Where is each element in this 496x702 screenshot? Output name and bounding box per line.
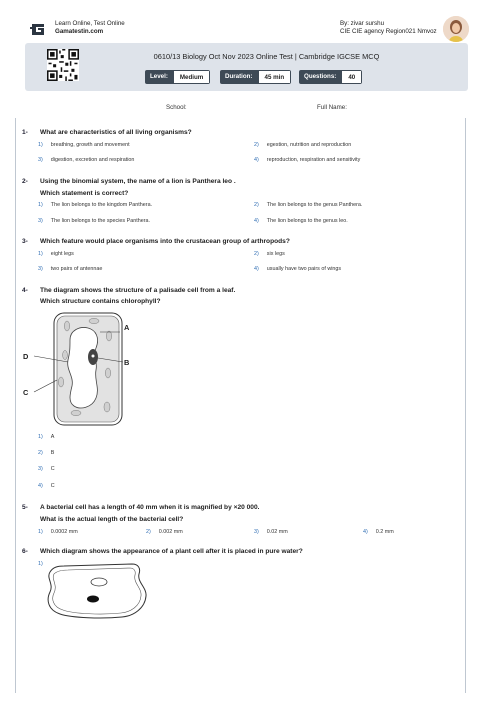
question-number: 2- — [22, 178, 28, 185]
option-1[interactable]: 1) breathing, growth and movement — [38, 142, 130, 148]
level-value: Medium — [173, 70, 210, 84]
question-text: The diagram shows the structure of a palisade cell from a leaf. — [40, 287, 236, 294]
gamatestin-logo-icon — [30, 22, 46, 36]
question-subtext: Which structure contains chlorophyll? — [40, 298, 161, 305]
school-field[interactable]: School: — [166, 104, 187, 111]
option-3[interactable]: 3) digestion, excretion and respiration — [38, 157, 135, 163]
option-3[interactable]: 3) The lion belongs to the species Panthera. — [38, 218, 150, 224]
question-text: What are characteristics of all living organisms? — [40, 129, 192, 136]
page-border-left — [15, 118, 16, 693]
option-4[interactable]: 4) 0.2 mm — [363, 529, 394, 535]
level-label: Level: — [145, 70, 173, 84]
duration-badge — [220, 70, 291, 84]
question-text: Which diagram shows the appearance of a plant cell after it is placed in pure water? — [40, 548, 303, 555]
option-1[interactable]: 1) The lion belongs to the kingdom Panthera. — [38, 202, 153, 208]
option-2[interactable]: 2) B — [38, 450, 55, 456]
diagram-label-c: C — [23, 388, 29, 397]
page-border-right — [465, 118, 466, 693]
option-2[interactable]: 2) six legs — [254, 251, 285, 257]
questions-value: 40 — [341, 70, 362, 84]
palisade-cell-diagram — [20, 310, 140, 430]
author-avatar — [443, 16, 469, 42]
option-2[interactable]: 2) egestion, nutrition and reproduction — [254, 142, 352, 148]
brand-text — [55, 20, 125, 36]
question-text: Which feature would place organisms into the crustacean group of arthropods? — [40, 238, 290, 245]
brand-site: Gamatestin.com — [55, 28, 104, 35]
plant-cell-diagram-option-1 — [42, 562, 152, 620]
option-4[interactable]: 4) usually have two pairs of wings — [254, 266, 342, 272]
question-number: 5- — [22, 504, 28, 511]
diagram-label-d: D — [23, 352, 29, 361]
questions-badge — [299, 70, 362, 84]
author-agency: CIE CIE agency Region021 Nmvoz — [340, 28, 437, 35]
author-name: By: zivar surshu — [340, 20, 385, 27]
question-number: 6- — [22, 548, 28, 555]
option-3[interactable]: 3) C — [38, 466, 55, 472]
option-4[interactable]: 4) C — [38, 483, 55, 489]
question-text: A bacterial cell has a length of 40 mm when it is magnified by ×20 000. — [40, 504, 260, 511]
duration-value: 45 min — [258, 70, 292, 84]
option-3[interactable]: 3) 0.02 mm — [254, 529, 288, 535]
question-number: 4- — [22, 287, 28, 294]
full-name-field[interactable]: Full Name: — [317, 104, 347, 111]
option-3[interactable]: 3) two pairs of antennae — [38, 266, 103, 272]
option-4[interactable]: 4) The lion belongs to the genus leo. — [254, 218, 348, 224]
question-subtext: What is the actual length of the bacterial cell? — [40, 516, 184, 523]
option-2[interactable]: 2) 0.002 mm — [146, 529, 183, 535]
question-subtext: Which statement is correct? — [40, 190, 129, 197]
duration-label: Duration: — [220, 70, 258, 84]
option-1[interactable]: 1) eight legs — [38, 251, 74, 257]
question-number: 3- — [22, 238, 28, 245]
question-text: Using the binomial system, the name of a lion is Panthera leo . — [40, 178, 236, 185]
brand-tagline: Learn Online, Test Online — [55, 20, 125, 27]
question-number: 1- — [22, 129, 28, 136]
test-banner — [25, 43, 468, 91]
diagram-label-a: A — [124, 323, 130, 332]
option-2[interactable]: 2) The lion belongs to the genus Panthera. — [254, 202, 363, 208]
option-1[interactable]: 1) — [38, 561, 43, 567]
test-title: 0610/13 Biology Oct Nov 2023 Online Test | Cambridge IGCSE MCQ — [153, 52, 380, 61]
author-info — [340, 20, 437, 36]
questions-label: Questions: — [299, 70, 341, 84]
option-1[interactable]: 1) A — [38, 434, 55, 440]
diagram-label-b: B — [124, 358, 130, 367]
option-1[interactable]: 1) 0.0002 mm — [38, 529, 78, 535]
level-badge — [145, 70, 210, 84]
option-4[interactable]: 4) reproduction, respiration and sensitivity — [254, 157, 361, 163]
page-header — [30, 16, 470, 46]
